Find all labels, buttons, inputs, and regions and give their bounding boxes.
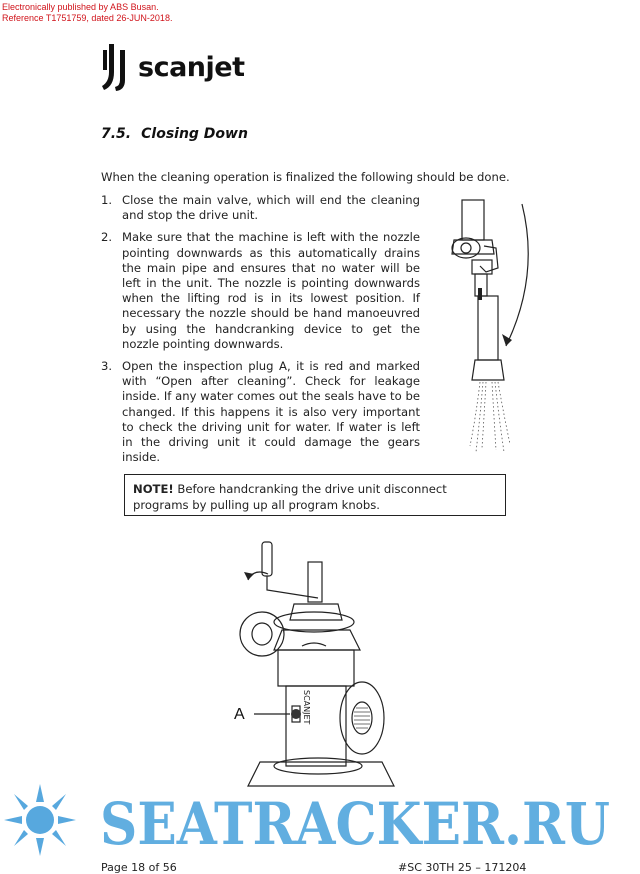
step-number: 1.: [101, 193, 113, 207]
step-text: Open the inspection plug A, it is red and marked with “Open after cleaning”. Check for leakage inside. If any water comes out the seals have to be changed. If this happens it is also very important to check the driving unit for water. If water is left in the driving unit it could damage the gears inside.: [122, 359, 420, 465]
section-heading: [101, 126, 248, 142]
nozzle-drain-illustration: [442, 196, 542, 458]
scanjet-logo-icon: [100, 42, 132, 92]
seatracker-watermark: [0, 780, 640, 860]
list-item: [101, 359, 420, 465]
section-number: 7.5.: [101, 126, 132, 142]
stamp-line-1: Electronically published by ABS Busan.: [2, 2, 159, 12]
intro-paragraph: When the cleaning operation is finalized the following should be done.: [101, 170, 510, 184]
figure-label-a: A: [234, 706, 245, 723]
step-number: 2.: [101, 230, 113, 245]
note-label: NOTE!: [133, 482, 174, 496]
steps-list: [101, 193, 420, 472]
scanjet-logo: [100, 42, 245, 92]
publication-stamp: [2, 2, 172, 24]
logo-wordmark: scanjet: [138, 51, 245, 83]
watermark-text: SEATRACKER.RU: [100, 790, 610, 858]
sun-icon: [4, 784, 76, 856]
document-reference: #SC 30TH 25 – 171204: [398, 861, 527, 874]
valve-body-marking: SCANJET: [302, 690, 311, 725]
step-number: 3.: [101, 359, 113, 374]
list-item: [101, 193, 420, 223]
list-item: [101, 230, 420, 352]
step-text: Make sure that the machine is left with the nozzle pointing downwards as this automatically drains the main pipe and ensures that no water will be left in the unit. The nozzle is pointing downwards when the lifting rod is in its lowest position. If necessary the nozzle should be hand manoeuvred by using the handcranking device to get the nozzle pointing downwards.: [122, 230, 420, 351]
step-text: Close the main valve, which will end the cleaning and stop the drive unit.: [122, 193, 420, 223]
page-number: Page 18 of 56: [101, 861, 177, 874]
stamp-line-2: Reference T1751759, dated 26-JUN-2018.: [2, 13, 173, 23]
note-text: Before handcranking the drive unit disconnect programs by pulling up all program knobs.: [133, 482, 447, 512]
drive-unit-illustration: [234, 540, 424, 790]
section-title: Closing Down: [141, 126, 248, 142]
note-box: [124, 474, 506, 516]
